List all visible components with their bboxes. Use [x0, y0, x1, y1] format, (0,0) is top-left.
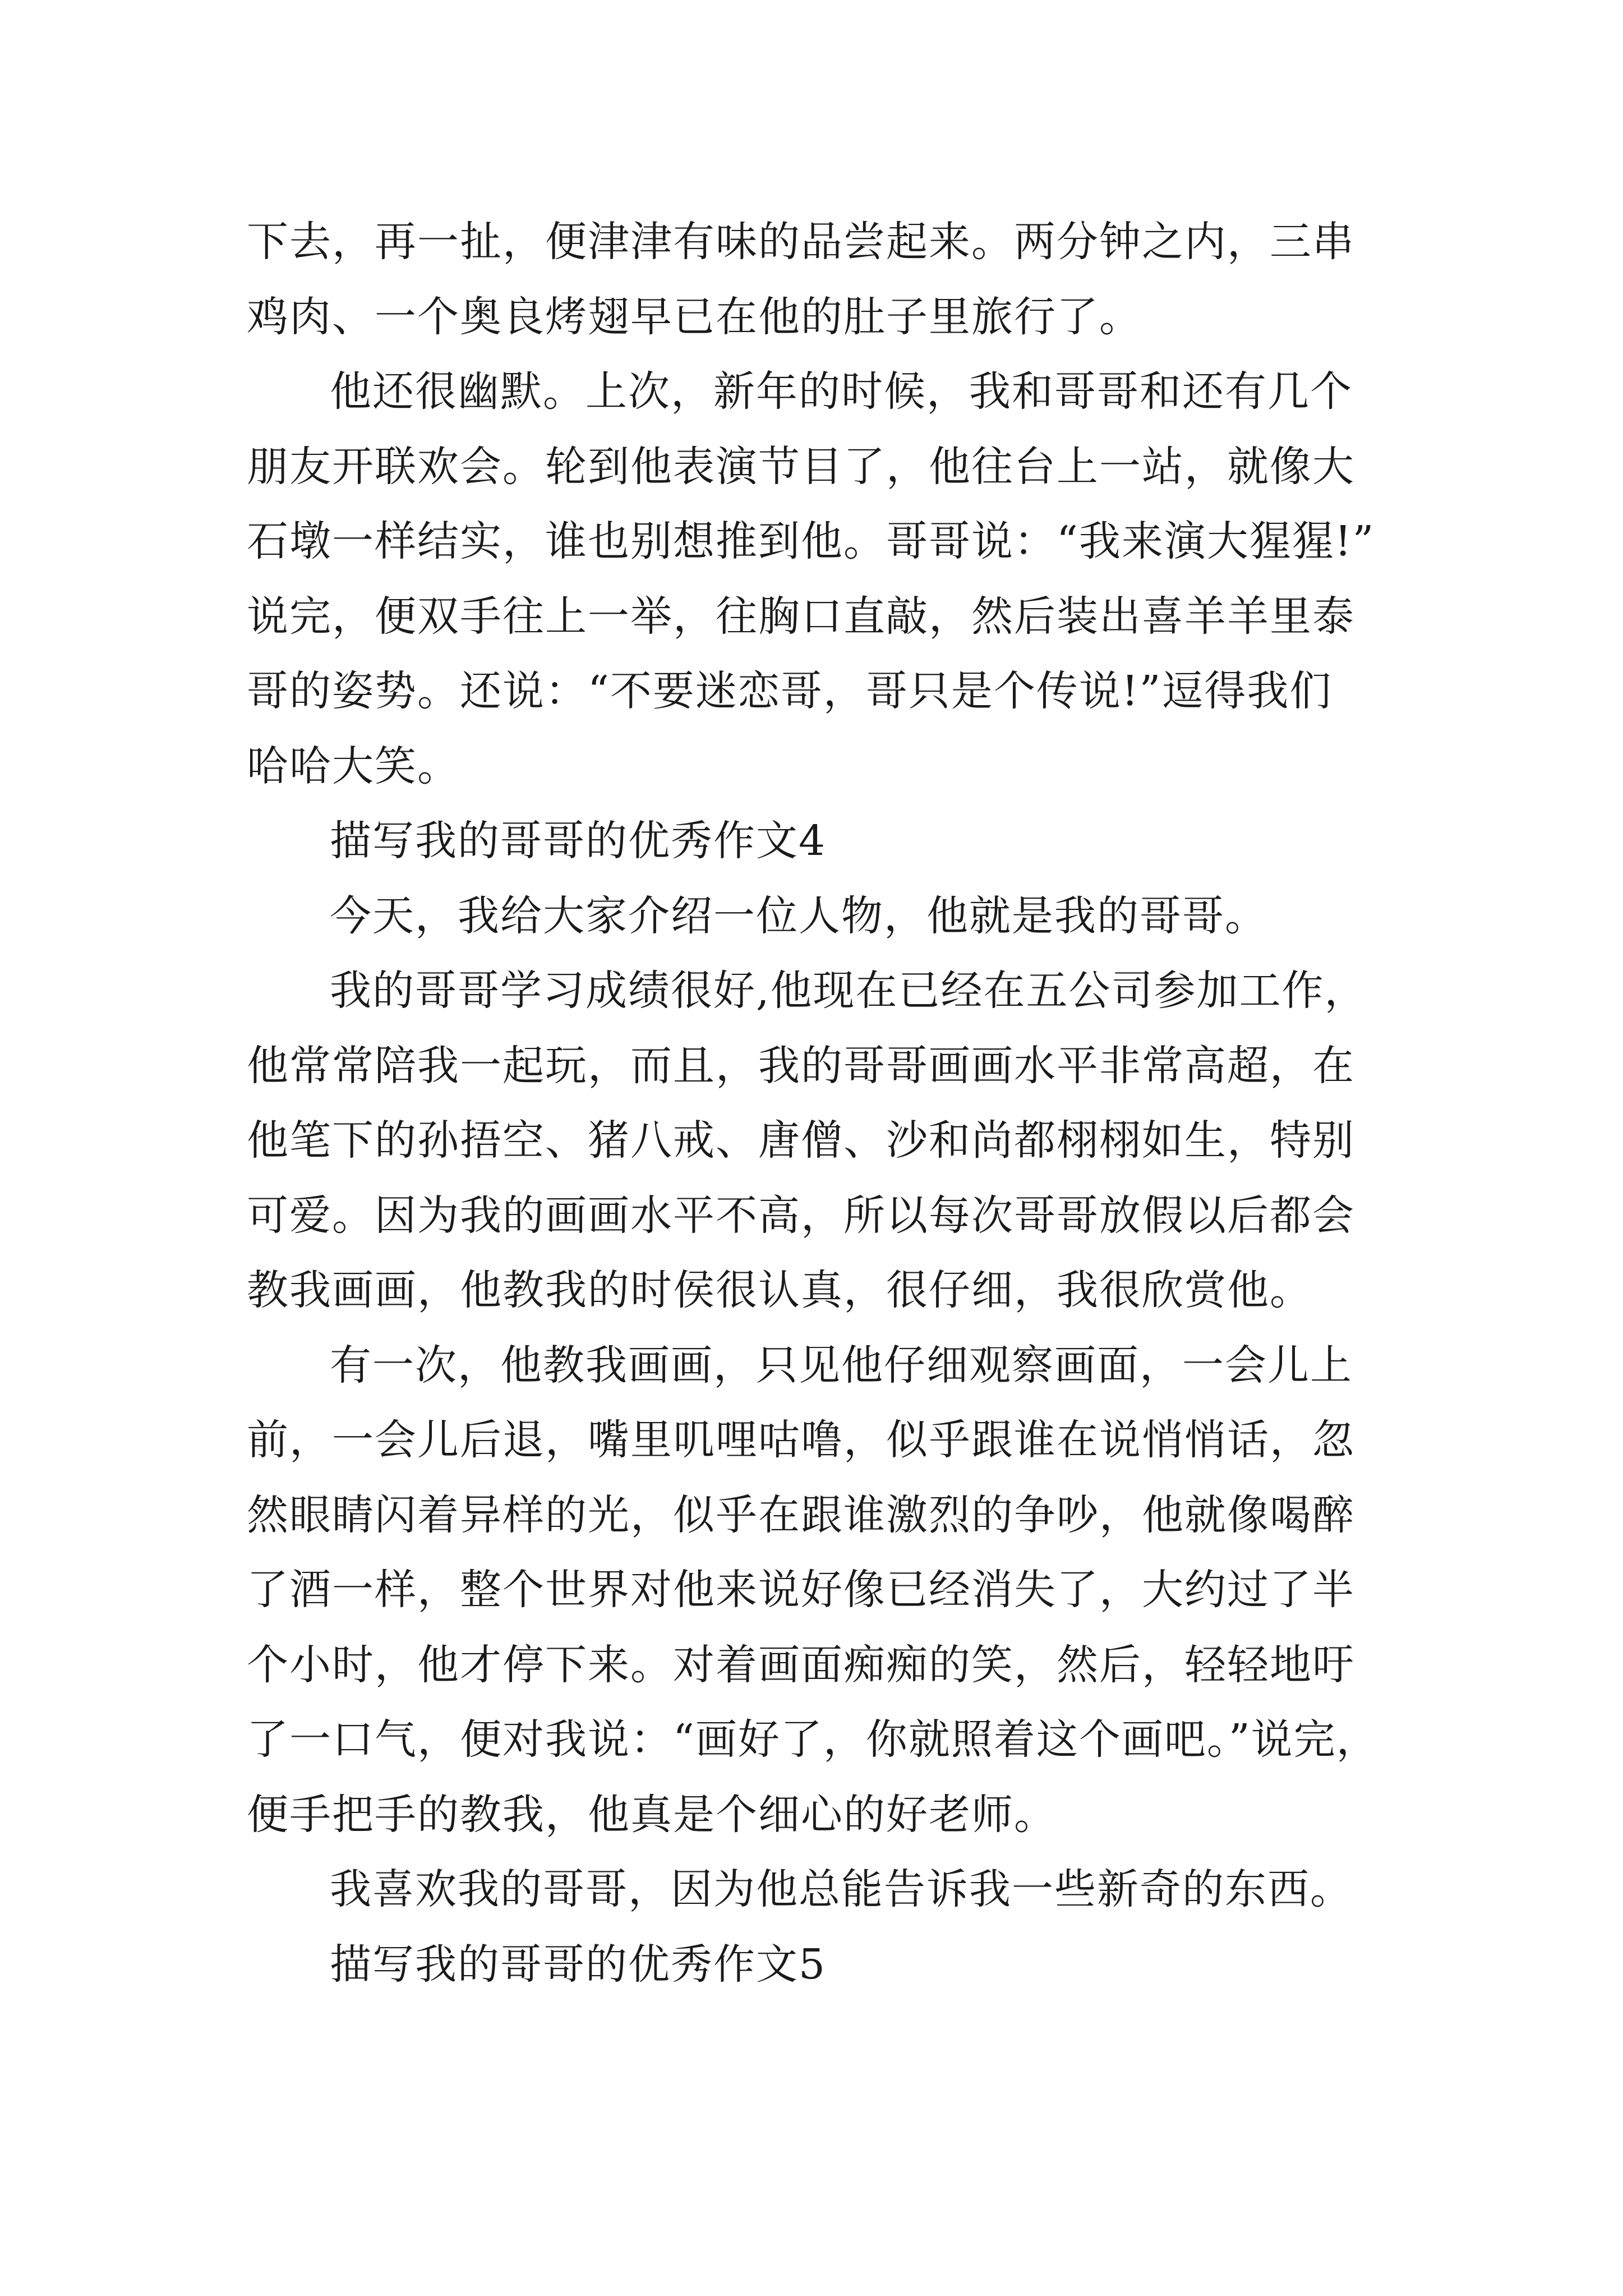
essay-body: [247, 205, 1408, 2002]
text-line: 便手把手的教我，他真是个细心的好老师。: [247, 1790, 1057, 1839]
text-line: 教我画画，他教我的时侯很认真，很仔细，我很欣赏他。: [247, 1266, 1312, 1314]
text-line: 鸡肉、一个奥良烤翅早已在他的肚子里旅行了。: [247, 292, 1142, 341]
text-line: 可爱。因为我的画画水平不高，所以每次哥哥放假以后都会: [247, 1191, 1355, 1240]
text-line: 他笔下的孙捂空、猪八戒、唐僧、沙和尚都栩栩如生，特别: [247, 1116, 1355, 1165]
text-line: 石墩一样结实，谁也别想推到他。哥哥说：“我来演大猩猩!”: [247, 517, 1375, 565]
text-line: 他常常陪我一起玩，而且，我的哥哥画画水平非常高超，在: [247, 1041, 1355, 1090]
text-line: 说完，便双手往上一举，往胸口直敲，然后装出喜羊羊里泰: [247, 592, 1355, 641]
text-line: 哥的姿势。还说：“不要迷恋哥，哥只是个传说!”逗得我们: [247, 667, 1332, 715]
text-line: 然眼睛闪着异样的光，似乎在跟谁激烈的争吵，他就像喝醉: [247, 1490, 1355, 1539]
text-line: 下去，再一扯，便津津有味的品尝起来。两分钟之内，三串: [247, 218, 1355, 266]
paragraph-start-line: 他还很幽默。上次，新年的时候，我和哥哥和还有几个: [330, 367, 1353, 416]
paragraph-start-line: 我喜欢我的哥哥，因为他总能告诉我一些新奇的东西。: [330, 1865, 1353, 1913]
section-heading: 描写我的哥哥的优秀作文4: [330, 817, 827, 865]
text-line: 了一口气，便对我说：“画好了，你就照着这个画吧。”说完，: [247, 1715, 1379, 1764]
text-line: 个小时，他才停下来。对着画面痴痴的笑，然后，轻轻地吁: [247, 1640, 1355, 1689]
paragraph-start-line: 有一次，他教我画画，只见他仔细观察画面，一会儿上: [330, 1341, 1353, 1389]
text-line: 前，一会儿后退，嘴里叽哩咕噜，似乎跟谁在说悄悄话，忽: [247, 1416, 1355, 1464]
section-heading: 描写我的哥哥的优秀作文5: [330, 1940, 827, 1989]
paragraph-start-line: 今天，我给大家介绍一位人物，他就是我的哥哥。: [330, 891, 1267, 940]
text-line: 朋友开联欢会。轮到他表演节目了，他往台上一站，就像大: [247, 442, 1355, 491]
paragraph-start-line: 我的哥哥学习成绩很好,他现在已经在五公司参加工作，: [330, 967, 1367, 1015]
text-line: 哈哈大笑。: [247, 742, 460, 790]
text-line: 了酒一样，整个世界对他来说好像已经消失了，大约过了半: [247, 1566, 1355, 1614]
